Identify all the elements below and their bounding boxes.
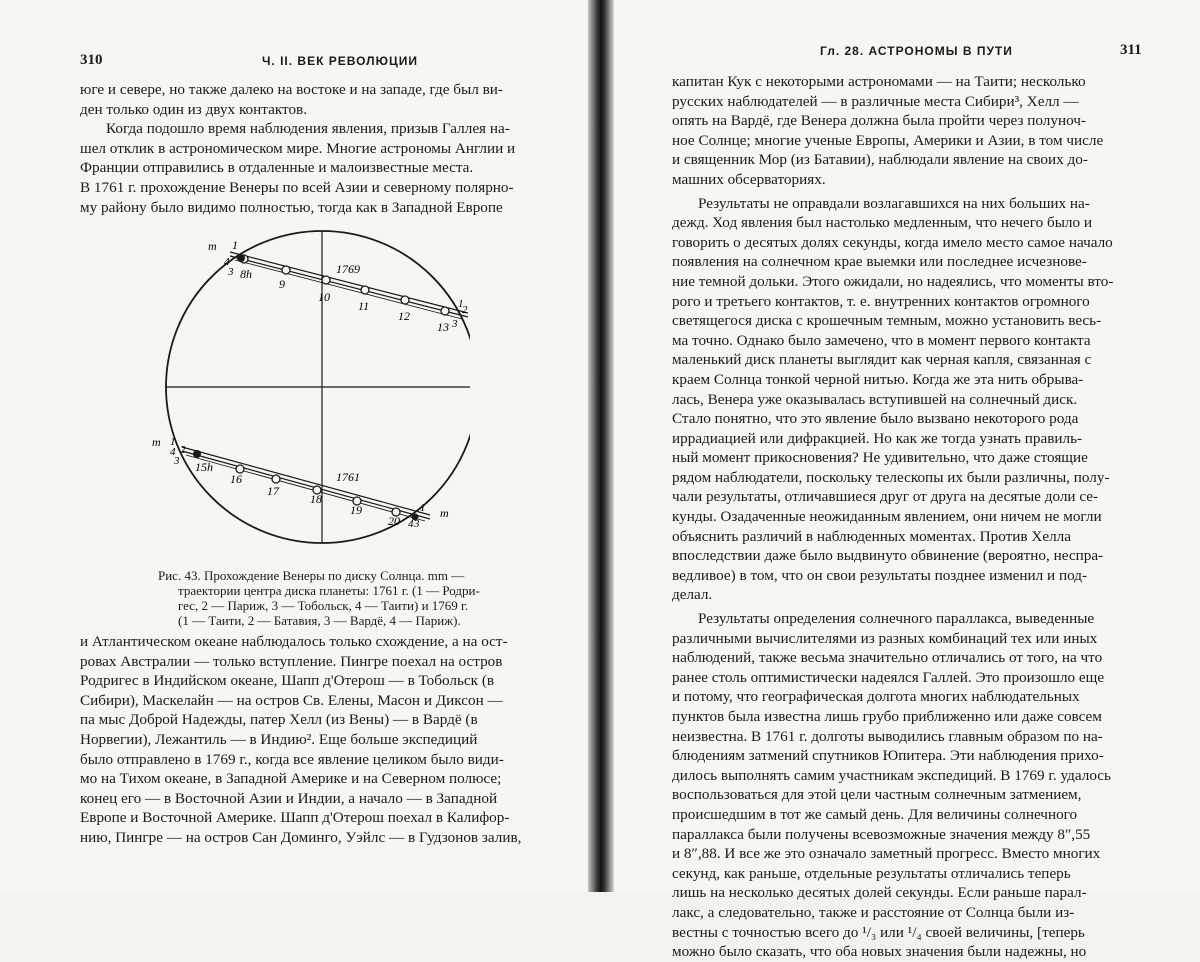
fig-year-1761: 1761 <box>336 470 360 484</box>
text-line: ровах Австралии — только вступление. Пингре поехал на остров <box>80 652 503 670</box>
text-line: пунктов была известна лишь грубо приближенно или даже совсем <box>672 708 1102 725</box>
fig-label: m <box>440 506 449 520</box>
fig-label: 13 <box>437 320 449 334</box>
text-line: ный момент прикосновения? Не удивительно, что даже стоящие <box>672 449 1088 467</box>
text-line: впоследствии даже было выдвинуто обвинение (вероятно, неспра- <box>672 547 1104 565</box>
text-line: ное Солнце; многие ученые Европы, Америки и Азии, в том числе <box>672 131 1104 149</box>
text-line: дежд. Ход явления был настолько медленным, что нечего было и <box>672 214 1093 232</box>
fig-label: m <box>208 239 217 253</box>
text-line: секунд, как раньше, отдельные результаты отличались теперь <box>672 864 1071 882</box>
text-line: шел отклик в астрономическом мире. Многие астрономы Англии и <box>80 139 516 157</box>
fig-label: 3 <box>174 455 180 467</box>
caption-line: траектории центра диска планеты: 1761 г. (1 — Родри- <box>178 583 480 598</box>
fig-label: 19 <box>350 503 362 517</box>
running-head-left: Ч. II. ВЕК РЕВОЛЮЦИИ <box>262 54 418 68</box>
fig-label: 3 <box>414 518 420 530</box>
fig-label: 1 <box>170 436 176 448</box>
text-line: наблюдений, также весьма значительно отличались от того, на что <box>672 649 1103 667</box>
caption-line: гес, 2 — Париж, 3 — Тобольск, 4 — Таити) и 1769 г. <box>178 598 469 613</box>
fig-label: 3 <box>452 318 458 330</box>
text-line: чали результаты, отличавшиеся друг от друга на десятые доли се- <box>672 488 1099 506</box>
caption-line: Рис. 43. Прохождение Венеры по диску Солнца. mm — <box>158 568 465 583</box>
fig-label: 2 <box>462 304 468 316</box>
text-line: рядом наблюдатели, поскольку телескопы их были различны, полу- <box>672 468 1110 486</box>
text-line: капитан Кук с некоторыми астрономами — на Таити; несколько <box>672 73 1086 90</box>
fig-label: 8h <box>240 267 252 281</box>
fig-label: 11 <box>358 299 370 313</box>
caption-line: (1 — Таити, 2 — Батавия, 3 — Вардё, 4 — Париж). <box>178 613 461 628</box>
fig-label: 18 <box>310 492 322 506</box>
running-head-right: Гл. 28. АСТРОНОМЫ В ПУТИ <box>820 44 1013 58</box>
left-text-top <box>80 80 562 217</box>
text-line: вестны с точностью всего до ¹/₃ или ¹/₄ своей величины, [теперь <box>672 923 1085 941</box>
text-line: и Атлантическом океане наблюдалось только схождение, а на ост- <box>80 633 508 650</box>
text-line: му району было видимо полностью, тогда как в Западной Европе <box>80 198 503 216</box>
fig-label: 16 <box>230 472 242 486</box>
text-line: было отправлено в 1769 г., когда все явление целиком было види- <box>80 750 504 768</box>
text-line: маленький диск планеты выглядит как черная капля, связанная с <box>672 351 1092 369</box>
text-line: В 1761 г. прохождение Венеры по всей Азии и северному полярно- <box>80 178 514 196</box>
fig-label: 2 <box>180 444 186 456</box>
text-line: нию, Пингре — на остров Сан Доминго, Уэйлс — в Гудзонов залив, <box>80 828 522 846</box>
text-line: лишь на несколько десятых долей секунды. Если раньше парал- <box>672 884 1087 902</box>
text-line: русских наблюдателей — в различные места Сибири³, Хелл — <box>672 92 1079 110</box>
right-text <box>672 72 1152 962</box>
text-line: ние темной дольки. Этого ожидали, но надеялись, что моменты вто- <box>672 272 1114 290</box>
text-line: Результаты определения солнечного параллакса, выведенные <box>698 610 1095 628</box>
text-line: машних обсерваториях. <box>672 170 826 188</box>
figure-caption <box>158 568 484 628</box>
text-line: дилось выполнять самим участникам экспедиций. В 1769 г. удалось <box>672 766 1111 784</box>
text-line: Европе и Восточной Америке. Шапп д'Отерош поехал в Калифор- <box>80 809 510 827</box>
text-line: и 8″,88. И все же это означало заметный прогресс. Вместо многих <box>672 845 1101 863</box>
fig-label: 1 <box>458 298 464 310</box>
text-line: ранее столь оптимистически надеялся Галлей. Это произошло еще <box>672 668 1105 686</box>
text-line: юге и севере, но также далеко на востоке и на западе, где был ви- <box>80 81 503 98</box>
text-line: мо на Тихом океане, в Западной Америке и на Северном полюсе; <box>80 770 502 788</box>
fig-label: 3 <box>228 266 234 278</box>
text-line: Родригес в Индийском океане, Шапп д'Отерош — в Тобольск (в <box>80 672 495 690</box>
fig-label: 17 <box>267 484 279 498</box>
text-line: иррадиацией или дифракцией. Но как же тогда узнать правиль- <box>672 429 1083 447</box>
text-line: па мыс Доброй Надежды, патер Хелл (из Вены) — в Вардё (в <box>80 711 478 729</box>
fig-label: 15h <box>195 460 213 474</box>
text-line: появления на солнечном крае выемки или последнее исчезнове- <box>672 253 1087 271</box>
text-line: объяснить различий в наблюденных моментах. Против Хелла <box>672 527 1071 545</box>
fig-label: m <box>152 435 161 449</box>
text-line: Сибири), Маскелайн — на остров Св. Елены, Масон и Диксон — <box>80 691 503 709</box>
text-line: краем Солнца тонкой черной нитью. Когда же эта нить обрыва- <box>672 370 1084 388</box>
text-line: Норвегии), Лежантиль — в Индию². Еще больше экспедиций <box>80 730 478 748</box>
text-line: Стало понятно, что это явление было вызвано некоторого рода <box>672 410 1079 428</box>
text-line: различными вычислителями из разных комбинаций тех или иных <box>672 629 1098 647</box>
page-number-right: 311 <box>1120 42 1142 58</box>
fig-label: 4 <box>224 256 230 268</box>
text-line: ведливое) в том, что он свои результаты позднее изменил и под- <box>672 566 1088 584</box>
text-line: и священник Мор (из Батавии), наблюдали явление на своих до- <box>672 151 1088 169</box>
text-line: Результаты не оправдали возлагавшихся на них больших на- <box>698 194 1090 212</box>
fig-label: 1 <box>420 502 426 514</box>
text-line: воспользоваться для этой цели частным солнечным затмением, <box>672 786 1082 804</box>
fig-label: 10 <box>318 290 330 304</box>
text-line: Когда подошло время наблюдения явления, призыв Галлея на- <box>106 120 510 138</box>
page-number-left: 310 <box>80 52 103 68</box>
text-line: делал. <box>672 586 713 604</box>
fig-label: 12 <box>398 309 410 323</box>
book-gutter <box>588 0 614 892</box>
text-line: лакс, а следовательно, также и расстояние от Солнца были из- <box>672 903 1075 921</box>
fig-label: 1 <box>232 238 238 252</box>
left-text-bottom <box>80 632 562 848</box>
venus-transit-figure <box>140 215 470 560</box>
text-line: можно было сказать, что оба новых значения были надежны, но <box>672 943 1087 961</box>
text-line: кунды. Озадаченные неожиданным явлением, они ничем не могли <box>672 508 1102 526</box>
text-line: ден только один из двух контактов. <box>80 100 308 118</box>
fig-label: 4 <box>408 518 414 530</box>
text-line: Франции отправились в отдаленные и малоизвестные места. <box>80 159 474 177</box>
fig-label: 9 <box>279 277 285 291</box>
text-line: конец его — в Восточной Азии и Индии, а начало — в Западной <box>80 789 498 807</box>
text-line: светящегося диска с крошечным темным, можно установить весь- <box>672 312 1102 330</box>
text-line: и потому, что географическая долгота многих наблюдательных <box>672 688 1080 706</box>
fig-year-1769: 1769 <box>336 262 360 276</box>
text-line: блюдениям затмений спутников Юпитера. Эти наблюдения прихо- <box>672 747 1104 765</box>
text-line: рого и третьего контактов, т. е. внутренних контактов огромного <box>672 292 1090 310</box>
text-line: опять на Вардё, где Венера должна была пройти через полуноч- <box>672 112 1086 130</box>
text-line: ма точно. Однако было замечено, что в момент первого контакта <box>672 331 1091 349</box>
fig-label: 4 <box>170 446 176 458</box>
text-line: говорить о десятых долях секунды, когда имело место самое начало <box>672 233 1113 251</box>
fig-label: 20 <box>388 514 400 528</box>
text-line: неизвестна. В 1761 г. долготы выводились главным образом по на- <box>672 727 1103 745</box>
text-line: лась, Венера уже оказывалась вступившей на солнечный диск. <box>672 390 1078 408</box>
text-line: параллакса были получены всевозможные значения между 8″,55 <box>672 825 1091 843</box>
text-line: происшедшим в тот же самый день. Для величины солнечного <box>672 805 1078 823</box>
